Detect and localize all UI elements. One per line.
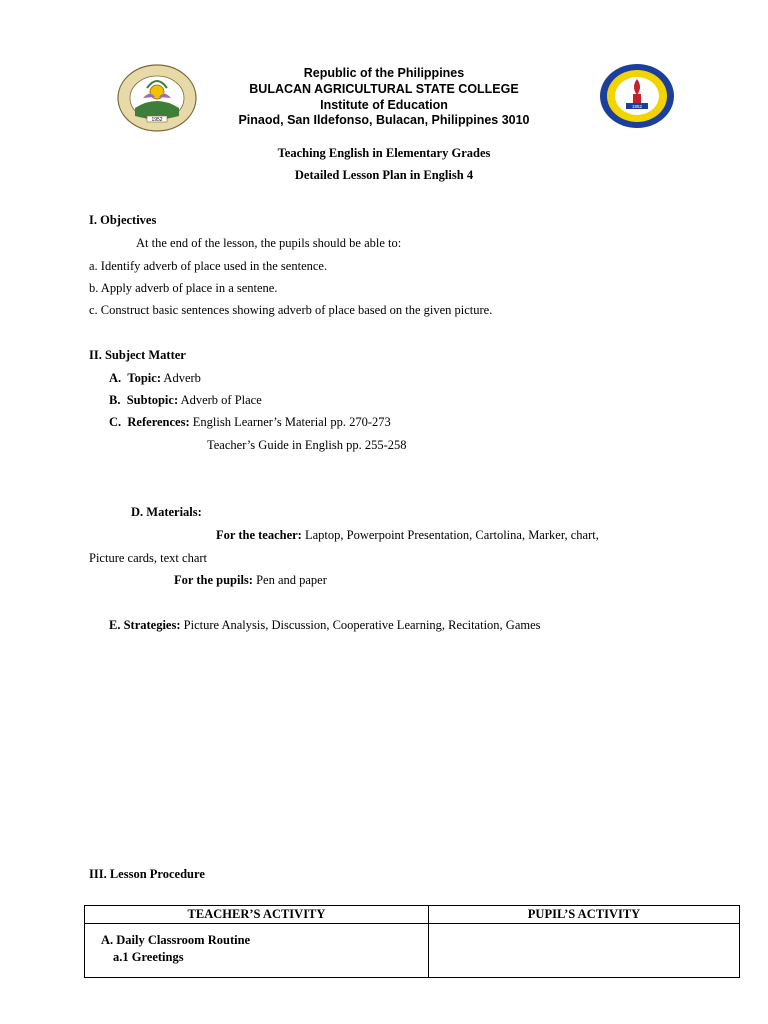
materials-label: D. Materials: bbox=[131, 505, 202, 519]
daily-routine-title: A. Daily Classroom Routine bbox=[101, 933, 251, 947]
topic-label: A. Topic: bbox=[109, 371, 161, 385]
table-header-row bbox=[85, 906, 740, 924]
teacher-materials-value: Laptop, Powerpoint Presentation, Cartolina, Marker, chart, bbox=[304, 528, 599, 542]
subtopic-line bbox=[109, 393, 262, 408]
teacher-activity-header: TEACHER’S ACTIVITY bbox=[85, 906, 429, 924]
teacher-activity-cell bbox=[85, 924, 429, 978]
objective-item: a. Identify adverb of place used in the sentence. bbox=[89, 259, 328, 273]
lesson-procedure-heading: III. Lesson Procedure bbox=[89, 867, 205, 881]
objective-item: c. Construct basic sentences showing adverb of place based on the given picture. bbox=[89, 303, 493, 317]
header-address: Pinaod, San Ildefonso, Bulacan, Philippines 3010 bbox=[238, 113, 530, 127]
topic-value: Adverb bbox=[163, 371, 201, 385]
teacher-materials-cont: Picture cards, text chart bbox=[89, 551, 208, 565]
topic-line bbox=[109, 371, 201, 386]
references-value: English Learner’s Material pp. 270-273 bbox=[192, 415, 391, 429]
pupil-materials-value: Pen and paper bbox=[256, 573, 327, 587]
svg-text:1952: 1952 bbox=[631, 104, 643, 109]
header-republic: Republic of the Philippines bbox=[303, 66, 465, 80]
header-institute: Institute of Education bbox=[320, 98, 448, 112]
svg-text:1952: 1952 bbox=[151, 117, 163, 123]
greetings-subitem: a.1 Greetings bbox=[113, 950, 184, 964]
lesson-plan-title: Detailed Lesson Plan in English 4 bbox=[294, 168, 474, 182]
objectives-intro: At the end of the lesson, the pupils should be able to: bbox=[136, 236, 402, 250]
pupil-materials-line bbox=[174, 573, 327, 588]
references-label: C. References: bbox=[109, 415, 190, 429]
strategies-line bbox=[109, 618, 541, 633]
teacher-materials-label: For the teacher: bbox=[216, 528, 302, 542]
references-value-2: Teacher’s Guide in English pp. 255-258 bbox=[207, 438, 407, 452]
pupil-materials-label: For the pupils: bbox=[174, 573, 253, 587]
subtopic-label: B. Subtopic: bbox=[109, 393, 179, 407]
header-college-name: BULACAN AGRICULTURAL STATE COLLEGE bbox=[249, 82, 519, 96]
pupil-activity-cell bbox=[429, 924, 740, 978]
subject-matter-heading: II. Subject Matter bbox=[89, 348, 186, 362]
table-row bbox=[85, 924, 740, 978]
lesson-procedure-table bbox=[84, 905, 740, 978]
course-title: Teaching English in Elementary Grades bbox=[277, 146, 491, 160]
teacher-materials-line bbox=[216, 528, 599, 543]
strategies-label: E. Strategies: bbox=[109, 618, 181, 632]
references-line bbox=[109, 415, 391, 430]
objective-item: b. Apply adverb of place in a sentene. bbox=[89, 281, 278, 295]
objectives-heading: I. Objectives bbox=[89, 213, 157, 227]
pupil-activity-header: PUPIL’S ACTIVITY bbox=[429, 906, 740, 924]
strategies-value: Picture Analysis, Discussion, Cooperative Learning, Recitation, Games bbox=[183, 618, 541, 632]
subtopic-value: Adverb of Place bbox=[180, 393, 262, 407]
